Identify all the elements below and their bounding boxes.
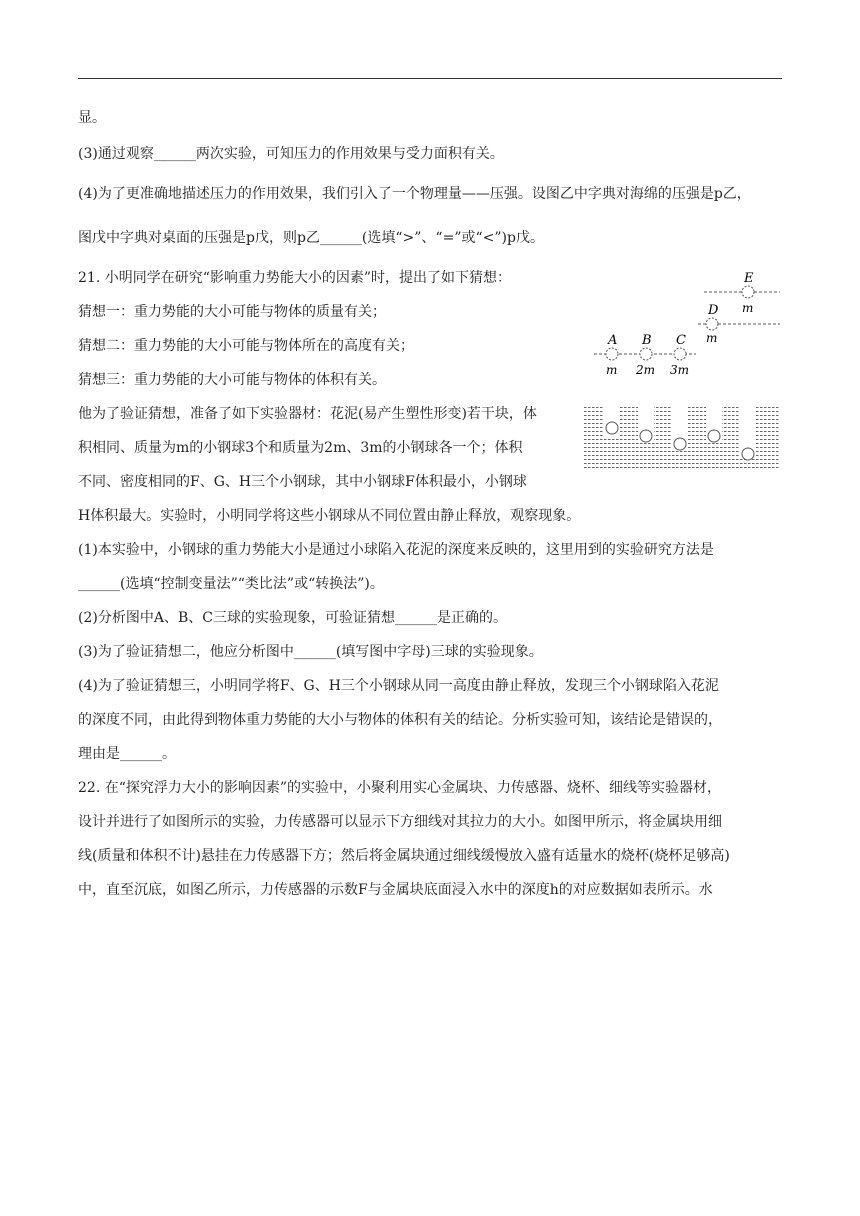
text-line: 中，直至沉底，如图乙所示，力传感器的示数F与金属块底面浸入水中的深度h的对应数据如表所示。水 — [78, 882, 713, 898]
text-line: H体积最大。实验时，小明同学将这些小钢球从不同位置由静止释放，观察现象。 — [78, 508, 581, 524]
text-line: 猜想三：重力势能的大小可能与物体的体积有关。 — [78, 372, 386, 388]
ball-D — [706, 318, 718, 330]
experiment-figure — [584, 262, 784, 472]
label-A: A — [608, 333, 618, 348]
ball-E — [742, 286, 754, 298]
sunk-ball-D — [708, 430, 720, 442]
mass-D: m — [706, 331, 718, 345]
ball-A — [606, 348, 618, 360]
text-line: (2)分析图中A、B、C三球的实验现象，可验证猜想______是正确的。 — [78, 610, 507, 626]
sunk-ball-C — [674, 438, 686, 450]
text-line: (4)为了验证猜想三，小明同学将F、G、H三个小钢球从同一高度由静止释放，发现三个小钢球陷入花泥 — [78, 678, 719, 694]
label-C: C — [676, 333, 686, 348]
text-line: 猜想二：重力势能的大小可能与物体所在的高度有关； — [78, 338, 414, 354]
ball-C — [674, 348, 686, 360]
text-line: 积相同、质量为m的小钢球3个和质量为2m、3m的小钢球各一个；体积 — [78, 440, 523, 456]
text-line: (1)本实验中，小钢球的重力势能大小是通过小球陷入花泥的深度来反映的，这里用到的实验研究方法是 — [78, 542, 714, 558]
text-line: 设计并进行了如图所示的实验，力传感器可以显示下方细线对其拉力的大小。如图甲所示，将金属块用细 — [78, 814, 722, 830]
label-E: E — [744, 271, 754, 286]
text-line: (3)通过观察______两次实验，可知压力的作用效果与受力面积有关。 — [78, 146, 504, 162]
text-line: 他为了验证猜想，准备了如下实验器材：花泥(易产生塑性形变)若干块，体 — [78, 406, 537, 422]
mass-A: m — [606, 363, 618, 377]
sunk-ball-A — [606, 422, 618, 434]
text-line: 22. 在“探究浮力大小的影响因素”的实验中，小聚利用实心金属块、力传感器、烧杯、细线等实验器材， — [78, 780, 722, 796]
label-D: D — [708, 303, 719, 318]
text-line: 猜想一：重力势能的大小可能与物体的质量有关； — [78, 304, 386, 320]
mass-B: 2m — [636, 363, 656, 377]
text-line: 不同、密度相同的F、G、H三个小钢球，其中小钢球F体积最小，小钢球 — [78, 474, 527, 490]
text-line: 图戊中字典对桌面的压强是p戊，则p乙______(选填“>”、“=”或“<”)p戊。 — [78, 230, 544, 246]
sunk-ball-B — [640, 430, 652, 442]
text-line: ______(选填“控制变量法”“类比法”或“转换法”)。 — [78, 576, 384, 592]
text-line: (3)为了验证猜想二，他应分析图中______(填写图中字母)三球的实验现象。 — [78, 644, 543, 660]
text-line: 线(质量和体积不计)悬挂在力传感器下方；然后将金属块通过细线缓慢放入盛有适量水的烧杯(烧杯足够高) — [78, 848, 730, 864]
sunk-ball-E — [742, 448, 754, 460]
text-line: 的深度不同，由此得到物体重力势能的大小与物体的体积有关的结论。分析实验可知，该结论是错误的， — [78, 712, 722, 728]
text-line: 理由是______。 — [78, 746, 176, 762]
header-rule — [78, 78, 782, 79]
ball-B — [640, 348, 652, 360]
text-line: 显。 — [78, 110, 106, 126]
text-line: 21. 小明同学在研究“影响重力势能大小的因素”时，提出了如下猜想： — [78, 270, 512, 286]
text-line: (4)为了更准确地描述压力的作用效果，我们引入了一个物理量——压强。设图乙中字典对海绵的压强是p乙， — [78, 186, 751, 202]
label-B: B — [642, 333, 652, 348]
mass-C: 3m — [670, 363, 690, 377]
mass-E: m — [742, 301, 754, 315]
